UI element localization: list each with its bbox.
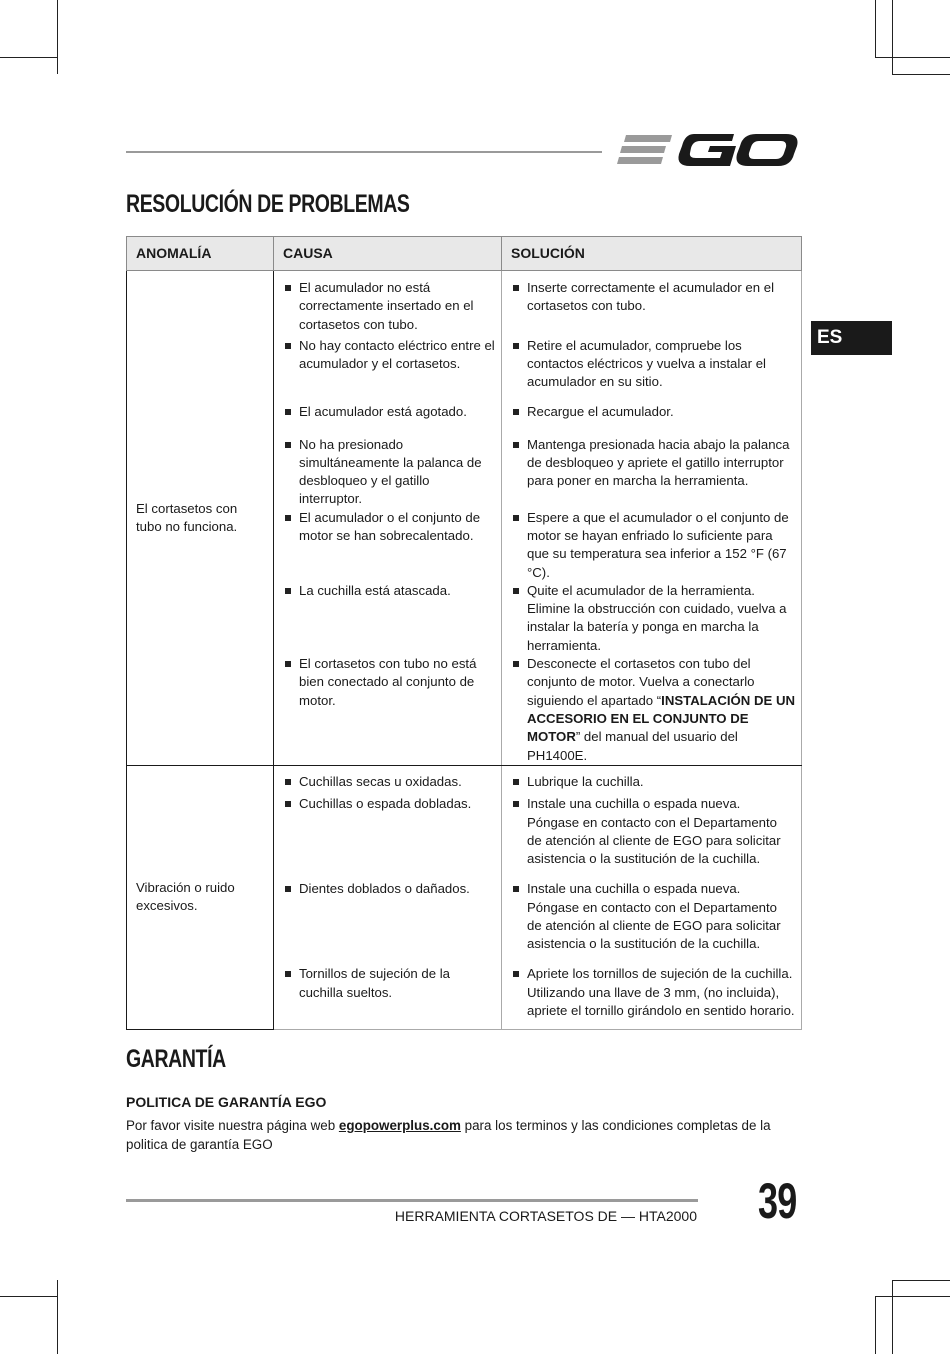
solution-item: Retire el acumulador, compruebe los contactos eléctricos y vuelva a instalar el acumulador en su sitio. (510, 337, 795, 392)
solution-item: Desconecte el cortasetos con tubo del conjunto de motor. Vuelva a conectarlo siguiendo el apartado “INSTALACIÓN DE UN ACCESORIO EN EL CONJUNTO DE MOTOR” del manual del usuario del PH1400E. (510, 655, 795, 765)
cause-item: El acumulador no está correctamente insertado en el cortasetos con tubo. (282, 279, 495, 334)
warranty-subtitle: POLITICA DE GARANTÍA EGO (126, 1094, 327, 1110)
column-header-anomaly: ANOMALÍA (127, 237, 274, 271)
footer-document-title: HERRAMIENTA CORTASETOS DE — HTA2000 (394, 1208, 697, 1224)
bullet-square-icon (510, 436, 527, 491)
crop-mark (57, 1280, 58, 1354)
bullet-square-icon (510, 880, 527, 953)
column-header-solution: SOLUCIÓN (502, 237, 802, 271)
crop-mark (892, 74, 950, 75)
solution-item: Quite el acumulador de la herramienta. Elimine la obstrucción con cuidado, vuelva a instalar la batería y ponga en marcha la herramienta. (510, 582, 795, 655)
column-header-cause: CAUSA (274, 237, 502, 271)
footer-rule (126, 1199, 698, 1202)
troubleshooting-title: RESOLUCIÓN DE PROBLEMAS (126, 190, 410, 218)
cause-item: La cuchilla está atascada. (282, 582, 495, 600)
bullet-square-icon (510, 509, 527, 582)
language-tab: ES (811, 321, 892, 355)
anomaly-cell: El cortasetos con tubo no funciona. (127, 271, 274, 766)
bullet-square-icon (282, 655, 299, 710)
crop-mark (875, 0, 876, 57)
bullet-square-icon (282, 880, 299, 898)
egopowerplus-link[interactable]: egopowerplus.com (338, 1118, 461, 1133)
solution-item: Mantenga presionada hacia abajo la palanca de desbloqueo y apriete el gatillo interruptor para poner en marcha la herramienta. (510, 436, 795, 491)
manual-section-reference: INSTALACIÓN DE UN ACCESORIO EN EL CONJUNTO DE MOTOR (527, 692, 795, 745)
bullet-square-icon (510, 795, 527, 868)
page-number: 39 (758, 1173, 797, 1229)
cause-item: Tornillos de sujeción de la cuchilla sueltos. (282, 965, 495, 1002)
crop-mark (892, 1280, 950, 1281)
warranty-paragraph: Por favor visite nuestra página web egopowerplus.com para los terminos y las condiciones completas de la politica de garantía EGO (126, 1118, 771, 1152)
bullet-square-icon (282, 773, 299, 791)
crop-mark (892, 1280, 893, 1354)
warranty-title: GARANTÍA (126, 1045, 226, 1073)
header-rule (126, 151, 602, 153)
table-row (127, 765, 802, 795)
solution-item: Inserte correctamente el acumulador en el cortasetos con tubo. (510, 279, 795, 316)
crop-mark (892, 0, 893, 74)
troubleshooting-table (126, 236, 802, 1030)
table-header-row (127, 237, 802, 271)
crop-mark (0, 1296, 57, 1297)
crop-mark (875, 1296, 876, 1354)
solution-item: Lubrique la cuchilla. (510, 773, 795, 791)
bullet-square-icon (282, 965, 299, 1002)
bullet-square-icon (510, 655, 527, 765)
cause-item: El acumulador está agotado. (282, 403, 495, 421)
cause-item: El acumulador o el conjunto de motor se han sobrecalentado. (282, 509, 495, 546)
table-row (127, 271, 802, 337)
bullet-square-icon (282, 509, 299, 546)
cause-item: Cuchillas o espada dobladas. (282, 795, 495, 813)
crop-mark (875, 57, 950, 58)
bullet-square-icon (282, 403, 299, 421)
ego-logo (616, 126, 800, 172)
solution-item: Instale una cuchilla o espada nueva. Póngase en contacto con el Departamento de atención al cliente de EGO para solicitar asistencia o la sustitución de la cuchilla. (510, 795, 795, 868)
bullet-square-icon (510, 337, 527, 392)
crop-mark (57, 0, 58, 74)
bullet-square-icon (510, 582, 527, 655)
bullet-square-icon (282, 582, 299, 600)
solution-item: Instale una cuchilla o espada nueva. Póngase en contacto con el Departamento de atención al cliente de EGO para solicitar asistencia o la sustitución de la cuchilla. (510, 880, 795, 953)
bullet-square-icon (282, 795, 299, 813)
solution-item: Espere a que el acumulador o el conjunto de motor se hayan enfriado lo suficiente para que su temperatura sea inferior a 152 °F (67 °C). (510, 509, 795, 582)
bullet-square-icon (510, 773, 527, 791)
cause-item: No hay contacto eléctrico entre el acumulador y el cortasetos. (282, 337, 495, 374)
crop-mark (0, 57, 57, 58)
bullet-square-icon (282, 279, 299, 334)
crop-mark (875, 1296, 950, 1297)
cause-item: No ha presionado simultáneamente la palanca de desbloqueo y el gatillo interruptor. (282, 436, 495, 509)
solution-item: Apriete los tornillos de sujeción de la cuchilla. Utilizando una llave de 3 mm, (no incluida), apriete el tornillo girándolo en sentido horario. (510, 965, 795, 1020)
solution-item: Recargue el acumulador. (510, 403, 795, 421)
bullet-square-icon (510, 403, 527, 421)
bullet-square-icon (510, 279, 527, 316)
bullet-square-icon (282, 337, 299, 374)
cause-item: Dientes doblados o dañados. (282, 880, 495, 898)
bullet-square-icon (282, 436, 299, 509)
anomaly-cell: Vibración o ruido excesivos. (127, 765, 274, 1029)
cause-item: El cortasetos con tubo no está bien conectado al conjunto de motor. (282, 655, 495, 710)
bullet-square-icon (510, 965, 527, 1020)
cause-item: Cuchillas secas u oxidadas. (282, 773, 495, 791)
